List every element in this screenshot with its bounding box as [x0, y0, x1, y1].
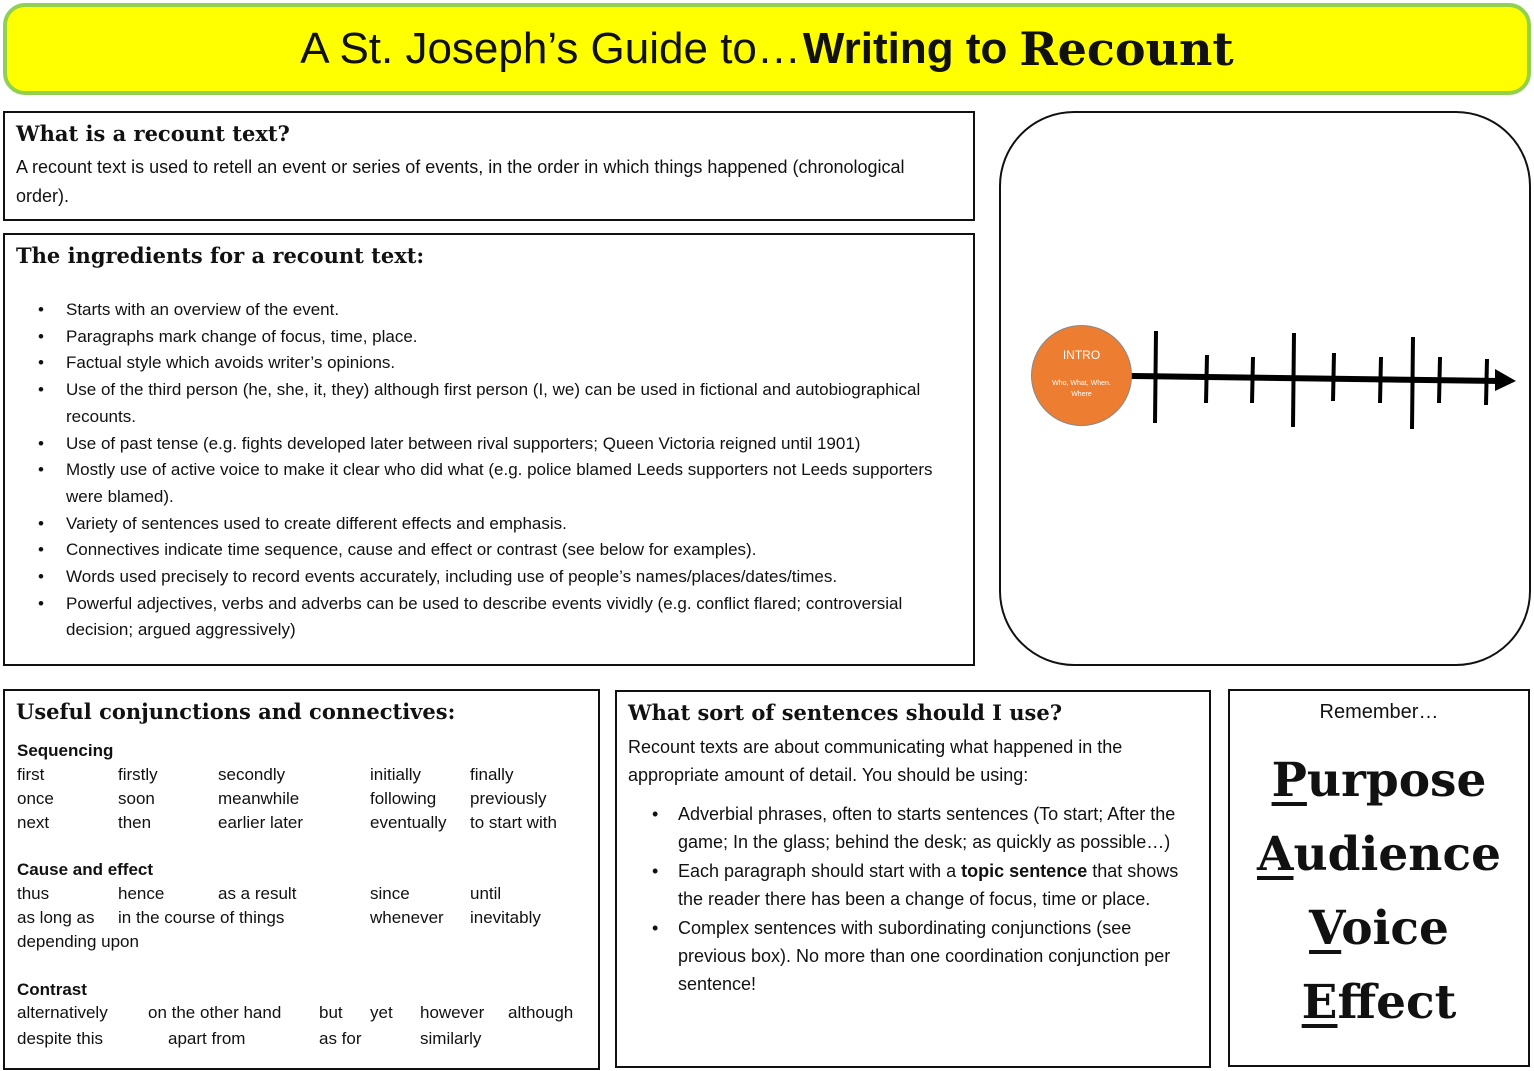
ingredients-box	[3, 233, 975, 666]
connective-word: on the other hand	[148, 1003, 282, 1022]
text: ffect	[1337, 975, 1457, 1030]
connectives-box	[3, 689, 600, 1070]
what-text: A recount text is used to retell an event or series of events, in the order in which things happened (chronological order).	[16, 157, 905, 206]
list-item: • Powerful adjectives, verbs and adverbs can be used to describe events vividly (e.g. conflict flared; controversial decision; argued aggressively)	[16, 591, 962, 644]
intro-title: INTRO	[1062, 348, 1101, 362]
list-item: • Use of past tense (e.g. fights developed later between rival supporters; Queen Victoria reigned until 1901)	[16, 431, 962, 458]
intro-circle	[1031, 325, 1132, 426]
letter: E	[1301, 975, 1338, 1030]
list-item: • Factual style which avoids writer’s opinions.	[16, 350, 962, 377]
connective-word: hence	[118, 884, 165, 903]
connective-word: then	[118, 813, 152, 832]
connective-word: despite this	[17, 1029, 103, 1048]
list-item	[628, 857, 1198, 913]
what-is-recount-box	[3, 111, 975, 221]
connective-word: depending upon	[17, 932, 139, 951]
text: urpose	[1306, 753, 1487, 808]
connective-word: in the course of things	[118, 908, 285, 927]
connective-word: apart from	[168, 1029, 246, 1048]
title-intro: A St. Joseph’s Guide to…	[300, 24, 801, 73]
connective-word: inevitably	[470, 908, 541, 927]
timeline-box	[999, 111, 1531, 666]
text: udience	[1293, 827, 1501, 882]
list-item: • Mostly use of active voice to make it clear who did what (e.g. police blamed Leeds supporters not Leeds supporters were blamed).	[16, 457, 962, 510]
ingredients-heading: The ingredients for a recount text:	[16, 243, 425, 268]
list-item: • Paragraphs mark change of focus, time, place.	[16, 324, 962, 351]
sentences-heading: What sort of sentences should I use?	[628, 700, 1063, 725]
connective-word: soon	[118, 789, 155, 808]
connective-word: earlier later	[218, 813, 304, 832]
connective-word: once	[17, 789, 54, 808]
letter: V	[1309, 901, 1342, 956]
sequencing-label: Sequencing	[17, 741, 114, 760]
connective-word: as a result	[218, 884, 297, 903]
remember-effect	[1230, 975, 1528, 1030]
list-item: • Complex sentences with subordinating conjunctions (see previous box). No more than one coordination conjunction per sentence!	[628, 914, 1198, 998]
connective-word: yet	[370, 1003, 393, 1022]
page-title	[3, 3, 1531, 95]
remember-purpose	[1230, 753, 1528, 808]
list-item: • Variety of sentences used to create different effects and emphasis.	[16, 511, 962, 538]
remember-audience	[1230, 827, 1528, 882]
sentences-box	[615, 690, 1211, 1068]
connective-word: secondly	[218, 765, 286, 784]
connective-word: until	[470, 884, 502, 903]
text: oice	[1341, 901, 1449, 956]
connective-word: next	[17, 813, 50, 832]
list-item: • Connectives indicate time sequence, cause and effect or contrast (see below for examples).	[16, 537, 962, 564]
list-item: • Adverbial phrases, often to starts sentences (To start; After the game; In the glass; behind the desk; as quickly as possible…)	[628, 800, 1198, 856]
connective-word: however	[420, 1003, 485, 1022]
connective-word: previously	[470, 789, 547, 808]
text: that shows the reader there has been a change of focus, time or place.	[678, 861, 1179, 909]
connective-word: whenever	[370, 908, 444, 927]
connective-word: since	[370, 884, 410, 903]
list-item: • Words used precisely to record events accurately, including use of people’s names/places/dates/times.	[16, 564, 962, 591]
what-heading: What is a recount text?	[16, 121, 290, 146]
connective-word: as long as	[17, 908, 95, 927]
connective-word: similarly	[420, 1029, 482, 1048]
contrast-label: Contrast	[17, 980, 87, 999]
connective-word: to start with	[470, 813, 557, 832]
text: Each paragraph should start with a	[678, 861, 962, 881]
list-item: • Starts with an overview of the event.	[16, 297, 962, 324]
remember-heading: Remember…	[1319, 701, 1439, 723]
connective-word: initially	[370, 765, 422, 784]
connective-word: meanwhile	[218, 789, 300, 808]
cause-effect-label: Cause and effect	[17, 860, 154, 879]
connective-word: although	[508, 1003, 574, 1022]
remember-voice	[1230, 901, 1528, 956]
connectives-heading: Useful conjunctions and connectives:	[16, 699, 456, 724]
connective-word: but	[319, 1003, 343, 1022]
sentences-intro: Recount texts are about communicating what happened in the appropriate amount of detail. You should be using:	[628, 737, 1123, 785]
topic-sentence-term: topic sentence	[961, 861, 1088, 881]
connective-word: first	[17, 765, 45, 784]
connective-word: alternatively	[17, 1003, 108, 1022]
letter: P	[1271, 753, 1307, 808]
title-recount: Recount	[1019, 22, 1234, 76]
remember-box	[1228, 689, 1530, 1067]
letter: A	[1257, 827, 1294, 882]
intro-subtitle: Who, What, When. Where	[1052, 380, 1111, 398]
connective-word: eventually	[370, 813, 447, 832]
title-writing-to: Writing to	[802, 24, 1008, 73]
ingredients-list	[16, 297, 962, 644]
list-item: • Use of the third person (he, she, it, they) although first person (I, we) can be used in fictional and autobiographical recounts.	[16, 377, 962, 430]
connective-word: thus	[17, 884, 50, 903]
connective-word: firstly	[118, 765, 158, 784]
connective-word: finally	[470, 765, 514, 784]
connective-word: as for	[319, 1029, 362, 1048]
sentences-list	[628, 800, 1198, 998]
connective-word: following	[370, 789, 437, 808]
